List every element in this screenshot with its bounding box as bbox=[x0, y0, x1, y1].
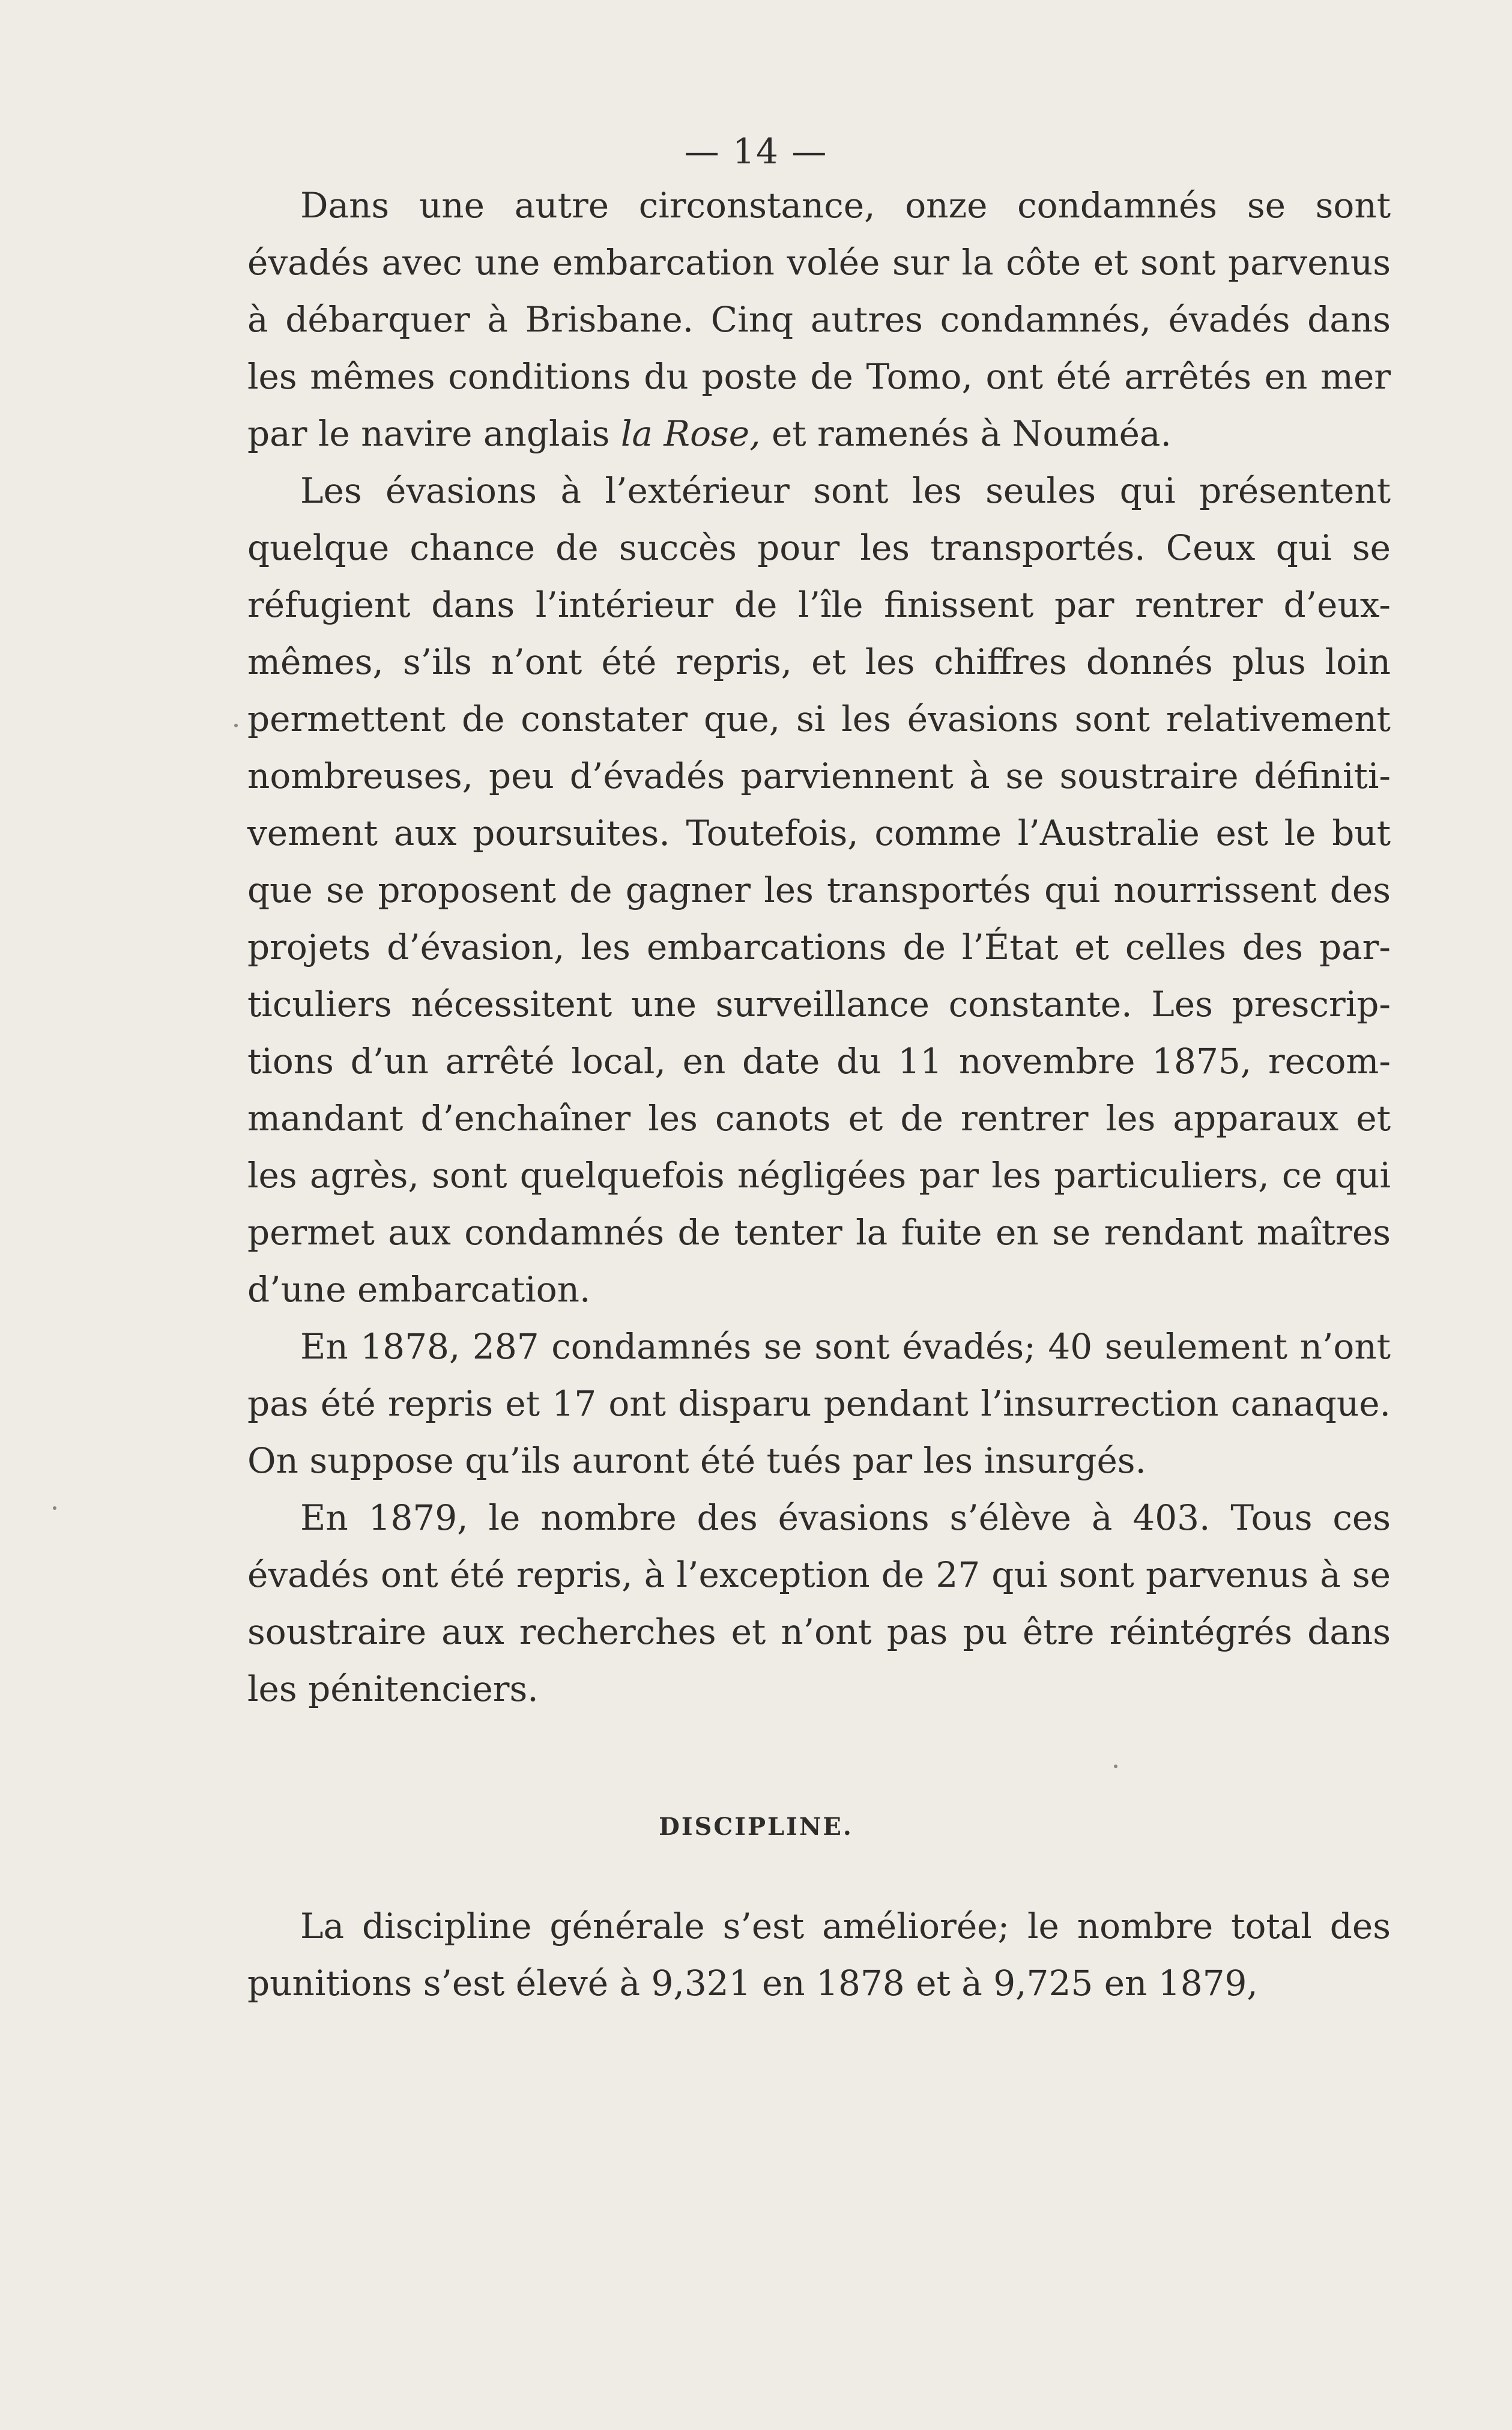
paper-speck bbox=[234, 724, 238, 727]
paragraph-1-end: et ramenés à Nouméa. bbox=[760, 413, 1172, 454]
paragraph-4: En 1879, le nombre des évasions s’élève à 403. Tous ces évadés ont été repris, à l’exception de 27 qui sont parvenus à se soustraire aux recherches et n’ont pas pu être réintégrés dans les pénitenciers. bbox=[247, 1497, 1391, 1709]
paper-speck bbox=[1114, 1765, 1117, 1768]
paragraph-2: Les évasions à l’extérieur sont les seules qui présentent quelque chance de succès pour les transportés. Ceux qui se réfugient dans l’intérieur de l’île finissent par rentrer d’eux-mêmes, s’ils n’ont été repris, et les chiffres donnés plus loin permettent de constater que, si les évasions sont relativement nombreuses, peu d’évadés parviennent à se soustraire définitivement aux poursuites. Toutefois, comme l’Australie est le but que se proposent de gagner les transportés qui nourrissent des projets d’évasion, les embarcations de l’État et celles des particuliers nécessitent une surveillance constante. Les prescriptions d’un arrêté local, en date du 11 novembre 1875, recommandant d’enchaîner les canots et de rentrer les apparaux et les agrès, sont quelquefois négligées par les particuliers, ce qui permet aux condamnés de tenter la fuite en se rendant maîtres d’une embarcation. bbox=[247, 470, 1391, 1310]
ship-name: la Rose, bbox=[620, 413, 761, 454]
section-heading: DISCIPLINE. bbox=[659, 1813, 853, 1841]
body-text bbox=[247, 177, 1391, 1718]
section-body bbox=[247, 1898, 1391, 2012]
paragraph-1 bbox=[247, 177, 1391, 462]
paragraph-1-text: Dans une autre circonstance, onze condamnés se sont évadés avec une embarcation volée sur la côte et sont parvenus à débarquer à Brisbane. Cinq autres condamnés, évadés dans les mêmes conditions du poste de Tomo, ont été arrêtés en mer par le navire anglais bbox=[247, 185, 1391, 454]
page-number: — 14 — bbox=[684, 131, 828, 172]
section-paragraph: La discipline générale s’est améliorée; le nombre total des punitions s’est élevé à 9,321 en 1878 et à 9,725 en 1879, bbox=[247, 1906, 1391, 2004]
paper-speck bbox=[53, 1506, 56, 1510]
paragraph-3: En 1878, 287 condamnés se sont évadés; 40 seulement n’ont pas été repris et 17 ont disparu pendant l’insurrection canaque. On suppose qu’ils auront été tués par les insurgés. bbox=[247, 1326, 1391, 1481]
